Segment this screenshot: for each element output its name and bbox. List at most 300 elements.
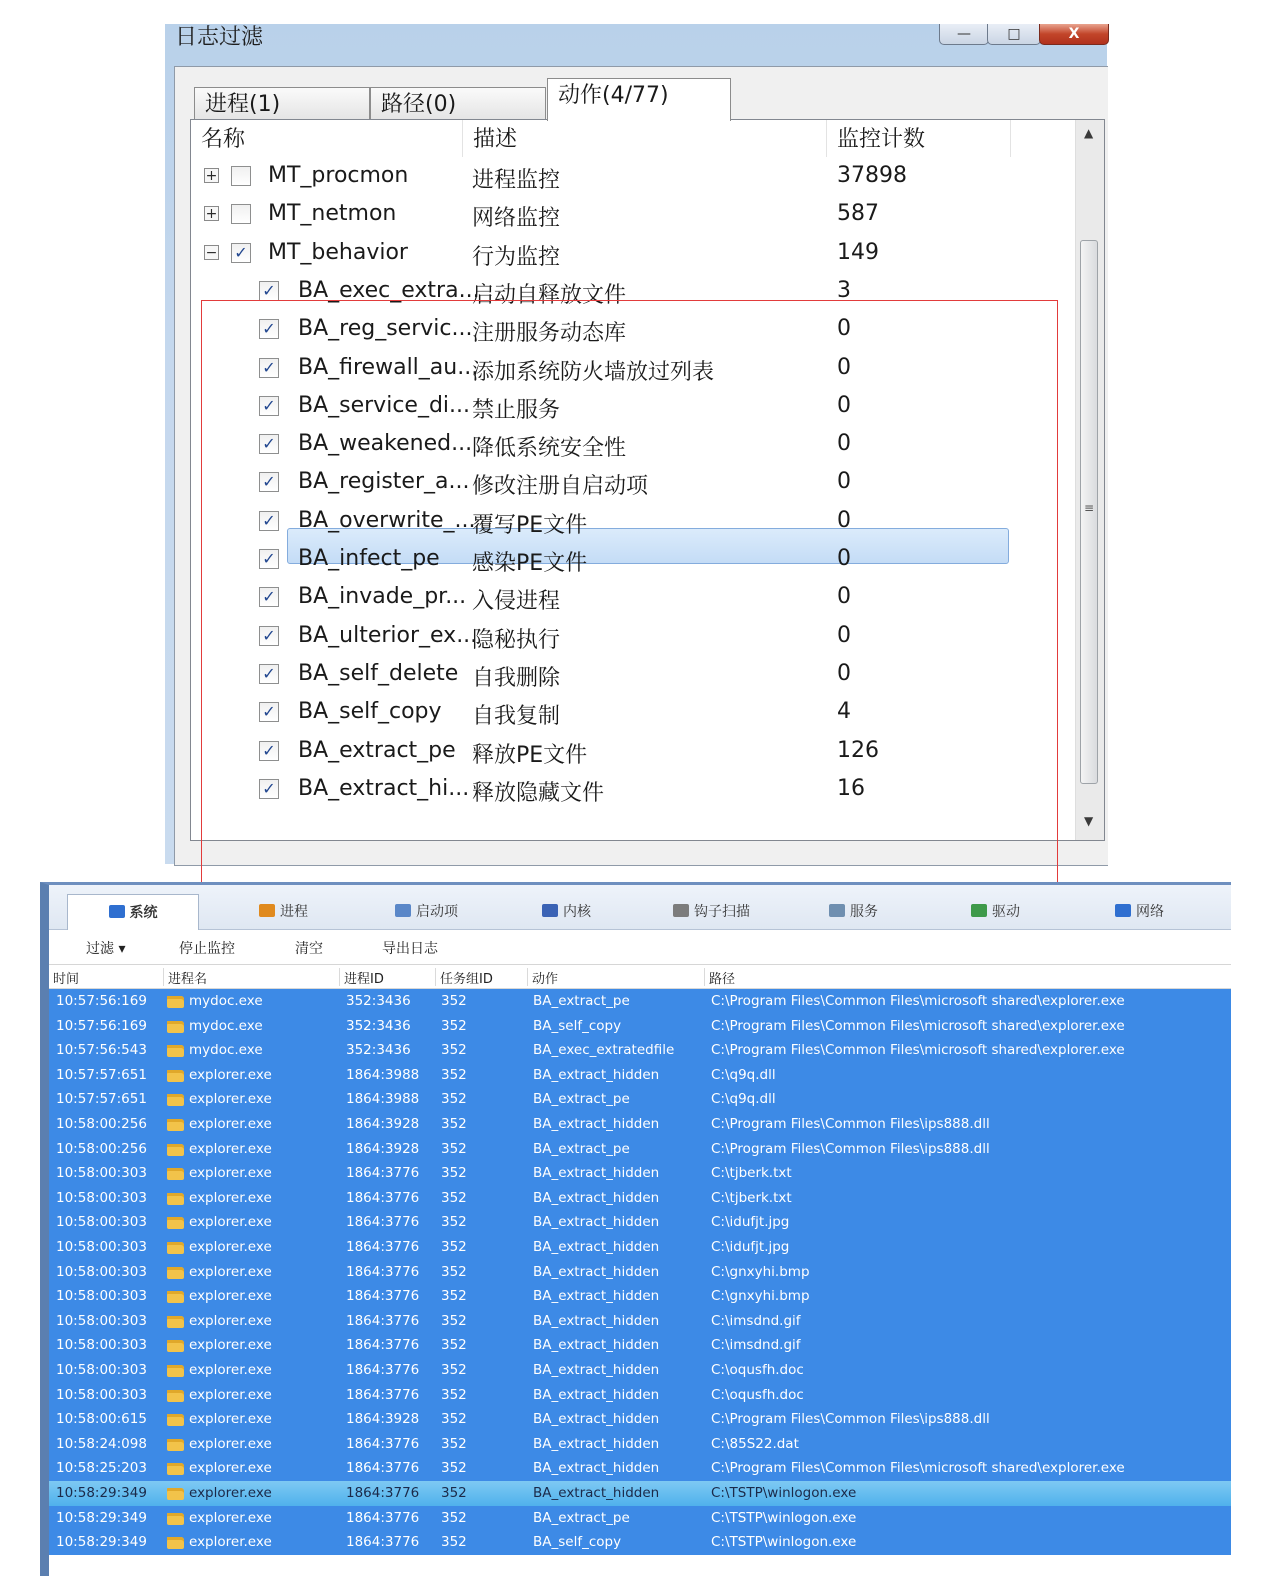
log-row[interactable] <box>49 1038 1231 1063</box>
driver-icon <box>971 904 987 917</box>
cell-process: explorer.exe <box>189 1091 272 1108</box>
minimize-button[interactable] <box>939 24 989 45</box>
tree-row-name: BA_infect_pe <box>298 546 440 571</box>
log-row[interactable] <box>49 1506 1231 1531</box>
filter-dropdown[interactable]: 过滤 ▾ <box>86 941 126 957</box>
folder-icon <box>167 1070 184 1082</box>
cell-pid: 1864:3776 <box>346 1263 420 1280</box>
cell-pid: 1864:3776 <box>346 1509 420 1526</box>
log-filter-dialog <box>165 24 1107 864</box>
cell-action: BA_extract_hidden <box>533 1435 660 1452</box>
tab-label: 启动项 <box>416 904 458 920</box>
cell-path: C:\gnxyhi.bmp <box>711 1263 810 1280</box>
log-row[interactable] <box>49 1210 1231 1235</box>
cell-group: 352 <box>441 1189 467 1206</box>
cell-time: 10:58:29:349 <box>56 1509 147 1526</box>
tab-process[interactable]: 进程(1) <box>194 87 370 119</box>
tree-row-checkbox[interactable]: ✓ <box>259 281 279 301</box>
tree-row-checkbox[interactable]: ✓ <box>231 243 251 263</box>
collapse-icon[interactable]: − <box>205 244 218 261</box>
cell-process: explorer.exe <box>189 1189 272 1206</box>
tree-row-desc: 感染PE文件 <box>472 551 588 576</box>
tab-label: 系统 <box>129 905 158 921</box>
cell-path: C:\Program Files\Common Files\ips888.dll <box>711 1116 990 1132</box>
tab-label: 内核 <box>563 904 591 920</box>
tree-row-count: 126 <box>837 737 879 763</box>
cell-action: BA_extract_hidden <box>533 1386 660 1403</box>
tab-process[interactable] <box>259 897 308 925</box>
column-header-process[interactable]: 进程名 <box>164 968 340 986</box>
tree-row-name: BA_firewall_au... <box>298 354 479 380</box>
cell-pid: 352:3436 <box>346 1042 411 1059</box>
tree-row[interactable] <box>191 503 1071 541</box>
tree-row-count: 3 <box>837 277 851 303</box>
cell-action: BA_extract_hidden <box>533 1239 660 1255</box>
tree-row-name: BA_register_a... <box>298 469 470 495</box>
tree-row-desc: 启动自释放文件 <box>472 282 627 308</box>
log-row[interactable] <box>49 1407 1231 1432</box>
tree-row-desc: 网络监控 <box>472 206 561 232</box>
log-row[interactable] <box>49 1432 1231 1457</box>
tab-system[interactable] <box>67 894 199 930</box>
tree-row-count: 0 <box>837 316 851 342</box>
cell-path: C:\imsdnd.gif <box>711 1337 801 1354</box>
cell-action: BA_extract_hidden <box>533 1214 660 1231</box>
cell-group: 352 <box>441 1485 467 1501</box>
tree-row-count: 149 <box>837 239 879 265</box>
tree-row-desc: 添加系统防火墙放过列表 <box>472 359 715 385</box>
tab-hook[interactable] <box>673 897 750 925</box>
folder-icon <box>167 1242 184 1254</box>
cell-path: C:\TSTP\winlogon.exe <box>711 1509 857 1526</box>
cell-group: 352 <box>441 1214 467 1231</box>
tree-row-checkbox[interactable]: ✓ <box>259 626 279 646</box>
tree-row-name: BA_self_copy <box>298 699 442 725</box>
tree-row-desc: 注册服务动态库 <box>472 321 627 347</box>
cell-path: C:\tjberk.txt <box>711 1189 792 1206</box>
cell-pid: 1864:3928 <box>346 1116 420 1132</box>
tree-row-count: 0 <box>837 354 851 380</box>
log-row[interactable] <box>49 1383 1231 1408</box>
maximize-icon: □ <box>1007 26 1021 42</box>
tree-row-desc: 释放隐藏文件 <box>472 780 605 806</box>
tree-row[interactable] <box>191 158 1071 196</box>
folder-icon <box>167 1537 184 1549</box>
log-row[interactable] <box>49 1063 1231 1088</box>
cell-action: BA_extract_hidden <box>533 1189 660 1206</box>
tree-row-name: MT_netmon <box>268 201 397 227</box>
folder-icon <box>167 1021 184 1033</box>
cell-pid: 1864:3776 <box>346 1386 420 1403</box>
log-row[interactable] <box>49 1284 1231 1309</box>
cell-time: 10:58:00:303 <box>56 1288 147 1305</box>
tree-row[interactable] <box>191 656 1071 694</box>
folder-icon <box>167 1168 184 1180</box>
tree-row[interactable] <box>191 196 1071 234</box>
tab-label: 服务 <box>850 904 878 920</box>
column-header-time[interactable]: 时间 <box>49 968 164 986</box>
cell-group: 352 <box>441 1042 467 1059</box>
tree-row-name: BA_extract_pe <box>298 737 456 763</box>
log-row[interactable] <box>49 1137 1231 1162</box>
tree-row-checkbox[interactable]: ✓ <box>259 779 279 799</box>
cell-time: 10:58:29:349 <box>56 1485 147 1501</box>
cell-path: C:\TSTP\winlogon.exe <box>711 1534 857 1551</box>
dialog-body <box>174 66 1108 866</box>
cell-process: explorer.exe <box>189 1460 272 1477</box>
cell-time: 10:58:00:303 <box>56 1312 147 1329</box>
column-header-desc[interactable]: 描述 <box>463 120 827 157</box>
tree-row-count: 4 <box>837 699 851 725</box>
log-row[interactable] <box>49 989 1231 1014</box>
tree-row-desc: 覆写PE文件 <box>472 512 588 538</box>
tab-driver[interactable] <box>971 897 1020 925</box>
tree-row-name: MT_behavior <box>268 239 408 265</box>
folder-icon <box>167 1267 184 1279</box>
tab-action[interactable]: 动作(4/77) <box>547 78 731 121</box>
cell-group: 352 <box>441 1460 467 1477</box>
cell-group: 352 <box>441 1165 467 1182</box>
cell-process: explorer.exe <box>189 1263 272 1280</box>
cell-process: explorer.exe <box>189 1116 272 1132</box>
tree-row-checkbox[interactable] <box>231 204 251 224</box>
cell-time: 10:58:00:256 <box>56 1140 147 1157</box>
folder-icon <box>167 1414 184 1426</box>
cell-process: explorer.exe <box>189 1386 272 1403</box>
tree-row[interactable] <box>191 694 1071 732</box>
cell-pid: 1864:3928 <box>346 1140 420 1157</box>
cell-pid: 1864:3776 <box>346 1435 420 1452</box>
tree-row-name: BA_extract_hi... <box>298 775 470 801</box>
startup-icon <box>395 904 411 917</box>
cell-action: BA_self_copy <box>533 1017 622 1034</box>
cell-path: C:\imsdnd.gif <box>711 1312 801 1329</box>
tree-row-checkbox[interactable]: ✓ <box>259 702 279 722</box>
close-icon: X <box>1068 26 1080 42</box>
action-tree-list <box>190 119 1105 841</box>
cell-time: 10:58:00:303 <box>56 1362 147 1378</box>
log-row[interactable] <box>49 1481 1231 1506</box>
tree-row-checkbox[interactable]: ✓ <box>259 472 279 492</box>
column-header-pid[interactable]: 进程ID <box>340 968 436 986</box>
tree-row-desc: 禁止服务 <box>472 397 561 423</box>
cell-group: 352 <box>441 1337 467 1354</box>
cell-path: C:\tjberk.txt <box>711 1165 792 1182</box>
tree-row-desc: 入侵进程 <box>472 589 561 615</box>
cell-time: 10:57:57:651 <box>56 1066 147 1083</box>
cell-process: explorer.exe <box>189 1239 272 1255</box>
hook-icon <box>673 904 689 917</box>
cell-pid: 1864:3776 <box>346 1214 420 1231</box>
cell-process: explorer.exe <box>189 1362 272 1378</box>
tree-row[interactable] <box>191 311 1071 349</box>
cell-process: explorer.exe <box>189 1140 272 1157</box>
tree-row-count: 0 <box>837 507 851 533</box>
tab-service[interactable] <box>829 897 878 925</box>
log-row[interactable] <box>49 1087 1231 1112</box>
cell-time: 10:58:00:256 <box>56 1116 147 1132</box>
log-row[interactable] <box>49 1112 1231 1137</box>
cell-process: explorer.exe <box>189 1165 272 1182</box>
cell-process: explorer.exe <box>189 1288 272 1305</box>
cell-group: 352 <box>441 1066 467 1083</box>
tab-label: 进程 <box>280 904 308 920</box>
cell-pid: 1864:3776 <box>346 1485 420 1501</box>
folder-icon <box>167 1291 184 1303</box>
cell-process: explorer.exe <box>189 1435 272 1452</box>
log-row[interactable] <box>49 1456 1231 1481</box>
cell-time: 10:58:29:349 <box>56 1534 147 1551</box>
log-table-header <box>49 965 1231 989</box>
cell-group: 352 <box>441 1362 467 1378</box>
tree-row-name: MT_procmon <box>268 163 409 188</box>
cell-time: 10:57:56:169 <box>56 993 147 1009</box>
cell-group: 352 <box>441 1534 467 1551</box>
cell-group: 352 <box>441 1411 467 1428</box>
log-row[interactable] <box>49 1309 1231 1334</box>
cell-time: 10:57:57:651 <box>56 1091 147 1108</box>
cell-pid: 1864:3928 <box>346 1411 420 1428</box>
log-row[interactable] <box>49 1333 1231 1358</box>
folder-icon <box>167 1439 184 1451</box>
log-row[interactable] <box>49 1530 1231 1555</box>
scroll-up-icon[interactable]: ▲ <box>1084 126 1094 140</box>
cell-pid: 1864:3776 <box>346 1189 420 1206</box>
tree-row[interactable] <box>191 618 1071 656</box>
folder-icon <box>167 1045 184 1057</box>
folder-icon <box>167 996 184 1008</box>
tree-row-checkbox[interactable]: ✓ <box>259 358 279 378</box>
tree-row-checkbox[interactable]: ✓ <box>259 396 279 416</box>
cell-group: 352 <box>441 993 467 1009</box>
cell-action: BA_extract_hidden <box>533 1165 660 1182</box>
cell-pid: 1864:3988 <box>346 1066 420 1083</box>
log-row[interactable] <box>49 1235 1231 1260</box>
expand-icon[interactable]: + <box>205 168 218 184</box>
cell-action: BA_extract_pe <box>533 1140 630 1157</box>
cell-process: mydoc.exe <box>189 1042 263 1059</box>
tree-row-desc: 降低系统安全性 <box>472 436 627 462</box>
cell-time: 10:58:00:303 <box>56 1337 147 1354</box>
tree-row-count: 0 <box>837 660 851 686</box>
cell-time: 10:58:00:303 <box>56 1263 147 1280</box>
kernel-icon <box>542 904 558 917</box>
cell-path: C:\oqusfh.doc <box>711 1386 804 1403</box>
stop-monitor-button[interactable]: 停止监控 <box>179 941 235 957</box>
tab-startup[interactable] <box>395 897 458 925</box>
network-icon <box>1115 904 1131 917</box>
tree-row-count: 0 <box>837 584 851 610</box>
column-header-path[interactable]: 路径 <box>709 972 736 987</box>
cell-path: C:\gnxyhi.bmp <box>711 1288 810 1305</box>
cell-path: C:\Program Files\Common Files\microsoft shared\explorer.exe <box>711 1017 1125 1034</box>
tree-row-count: 0 <box>837 469 851 495</box>
maximize-button[interactable] <box>987 24 1041 45</box>
tab-label: 钩子扫描 <box>694 904 750 920</box>
column-header-count[interactable]: 监控计数 <box>827 120 1011 157</box>
cell-pid: 1864:3776 <box>346 1362 420 1378</box>
cell-path: C:\q9q.dll <box>711 1066 776 1083</box>
cell-group: 352 <box>441 1263 467 1280</box>
cell-path: C:\TSTP\winlogon.exe <box>711 1485 857 1501</box>
cell-process: explorer.exe <box>189 1337 272 1354</box>
cell-action: BA_extract_hidden <box>533 1460 660 1477</box>
cell-group: 352 <box>441 1435 467 1452</box>
cell-path: C:\Program Files\Common Files\microsoft shared\explorer.exe <box>711 993 1125 1009</box>
cell-pid: 1864:3776 <box>346 1239 420 1255</box>
cell-path: C:\idufjt.jpg <box>711 1239 790 1255</box>
folder-icon <box>167 1119 184 1131</box>
tree-row-name: BA_reg_servic... <box>298 316 473 342</box>
cell-action: BA_exec_extratedfile <box>533 1042 675 1059</box>
column-header-name[interactable]: 名称 <box>191 120 463 157</box>
cell-process: explorer.exe <box>189 1066 272 1083</box>
cell-group: 352 <box>441 1386 467 1403</box>
folder-icon <box>167 1513 184 1525</box>
tab-label: 驱动 <box>992 904 1020 920</box>
cell-time: 10:58:00:303 <box>56 1165 147 1182</box>
folder-icon <box>167 1217 184 1229</box>
cell-path: C:\Program Files\Common Files\microsoft shared\explorer.exe <box>711 1460 1125 1477</box>
cell-time: 10:58:25:203 <box>56 1460 147 1477</box>
log-row[interactable] <box>49 1358 1231 1383</box>
cell-path: C:\idufjt.jpg <box>711 1214 790 1231</box>
log-row[interactable] <box>49 1260 1231 1285</box>
cell-pid: 352:3436 <box>346 993 411 1009</box>
cell-group: 352 <box>441 1312 467 1329</box>
tree-row-desc: 行为监控 <box>472 244 561 270</box>
scroll-down-icon[interactable]: ▼ <box>1084 814 1094 828</box>
tree-row-name: BA_weakened... <box>298 431 473 457</box>
cell-action: BA_extract_hidden <box>533 1485 660 1501</box>
cell-action: BA_extract_hidden <box>533 1263 660 1280</box>
cell-action: BA_extract_hidden <box>533 1312 660 1329</box>
cell-time: 10:58:00:303 <box>56 1214 147 1231</box>
tree-row-name: BA_exec_extra... <box>298 277 480 303</box>
cell-process: explorer.exe <box>189 1411 272 1428</box>
tree-row[interactable] <box>191 426 1071 464</box>
cell-action: BA_extract_hidden <box>533 1362 660 1378</box>
tree-row[interactable] <box>191 771 1071 809</box>
tree-row[interactable] <box>191 235 1071 273</box>
cell-action: BA_extract_hidden <box>533 1337 660 1354</box>
cell-action: BA_extract_hidden <box>533 1288 660 1305</box>
tab-path[interactable]: 路径(0) <box>370 87 546 119</box>
cell-time: 10:58:24:098 <box>56 1435 147 1452</box>
tree-row-checkbox[interactable]: ✓ <box>259 741 279 761</box>
tree-row-name: BA_overwrite_... <box>298 507 476 533</box>
folder-icon <box>167 1094 184 1106</box>
clear-button[interactable]: 清空 <box>295 941 323 957</box>
tree-row[interactable] <box>191 579 1071 617</box>
tree-row-name: BA_self_delete <box>298 660 459 686</box>
tree-row-count: 0 <box>837 431 851 457</box>
export-log-button[interactable]: 导出日志 <box>382 941 438 957</box>
cell-group: 352 <box>441 1140 467 1157</box>
cell-action: BA_extract_hidden <box>533 1411 660 1428</box>
cell-pid: 1864:3776 <box>346 1165 420 1182</box>
cell-action: BA_extract_pe <box>533 1509 630 1526</box>
cell-pid: 1864:3988 <box>346 1091 420 1108</box>
cell-action: BA_self_copy <box>533 1534 622 1551</box>
tree-row-name: BA_ulterior_ex... <box>298 622 478 648</box>
cell-time: 10:57:56:543 <box>56 1042 147 1059</box>
cell-time: 10:58:00:303 <box>56 1239 147 1255</box>
cell-group: 352 <box>441 1091 467 1108</box>
cell-action: BA_extract_pe <box>533 1091 630 1108</box>
tree-row-checkbox[interactable] <box>231 166 251 186</box>
column-header-group[interactable]: 任务组ID <box>436 968 528 986</box>
cell-process: mydoc.exe <box>189 993 263 1009</box>
cell-process: explorer.exe <box>189 1214 272 1231</box>
tree-row-desc: 进程监控 <box>472 168 561 193</box>
cell-time: 10:58:00:303 <box>56 1386 147 1403</box>
scrollbar-thumb[interactable] <box>1080 240 1098 784</box>
folder-icon <box>167 1193 184 1205</box>
tab-network[interactable] <box>1115 897 1164 925</box>
cell-process: explorer.exe <box>189 1485 272 1501</box>
cell-pid: 1864:3776 <box>346 1534 420 1551</box>
vertical-scrollbar[interactable] <box>1075 120 1104 840</box>
tree-row-checkbox[interactable]: ✓ <box>259 664 279 684</box>
tree-row[interactable] <box>191 350 1071 388</box>
tab-kernel[interactable] <box>542 897 591 925</box>
cell-process: explorer.exe <box>189 1534 272 1551</box>
tree-row[interactable] <box>191 464 1071 502</box>
tree-row-checkbox[interactable]: ✓ <box>259 549 279 569</box>
tree-row-desc: 自我复制 <box>472 704 561 730</box>
cell-process: explorer.exe <box>189 1312 272 1329</box>
expand-icon[interactable]: + <box>205 206 218 223</box>
monitor-toolbar <box>49 930 1231 965</box>
cell-action: BA_extract_pe <box>533 993 630 1009</box>
tree-row-checkbox[interactable]: ✓ <box>259 511 279 531</box>
tab-label: 网络 <box>1136 904 1164 920</box>
tree-row[interactable] <box>191 273 1071 311</box>
cell-process: explorer.exe <box>189 1509 272 1526</box>
log-row[interactable] <box>49 1186 1231 1211</box>
tree-row-name: BA_invade_pr... <box>298 584 467 610</box>
folder-icon <box>167 1390 184 1402</box>
column-header-action[interactable]: 动作 <box>528 968 705 986</box>
cell-action: BA_extract_hidden <box>533 1116 660 1132</box>
tree-row-checkbox[interactable]: ✓ <box>259 587 279 607</box>
cell-pid: 1864:3776 <box>346 1312 420 1329</box>
tree-row-checkbox[interactable]: ✓ <box>259 434 279 454</box>
cell-path: C:\Program Files\Common Files\ips888.dll <box>711 1411 990 1428</box>
cell-process: mydoc.exe <box>189 1017 263 1034</box>
folder-icon <box>167 1365 184 1377</box>
service-icon <box>829 904 845 917</box>
tree-row[interactable] <box>191 733 1071 771</box>
tree-row-checkbox[interactable]: ✓ <box>259 319 279 339</box>
folder-icon <box>167 1340 184 1352</box>
tree-row-count: 16 <box>837 775 865 801</box>
cell-pid: 1864:3776 <box>346 1337 420 1354</box>
tree-row-name: BA_service_di... <box>298 392 471 418</box>
scroll-grip-icon: ≡ <box>1084 501 1095 515</box>
tree-row-desc: 释放PE文件 <box>472 742 588 768</box>
close-button[interactable] <box>1039 24 1109 45</box>
folder-icon <box>167 1144 184 1156</box>
cell-group: 352 <box>441 1509 467 1526</box>
cell-time: 10:58:00:615 <box>56 1411 147 1428</box>
tree-row-count: 0 <box>837 622 851 648</box>
log-row[interactable] <box>49 1161 1231 1186</box>
tree-row[interactable] <box>191 388 1071 426</box>
log-row[interactable] <box>49 1014 1231 1039</box>
tree-row[interactable] <box>191 541 1071 579</box>
